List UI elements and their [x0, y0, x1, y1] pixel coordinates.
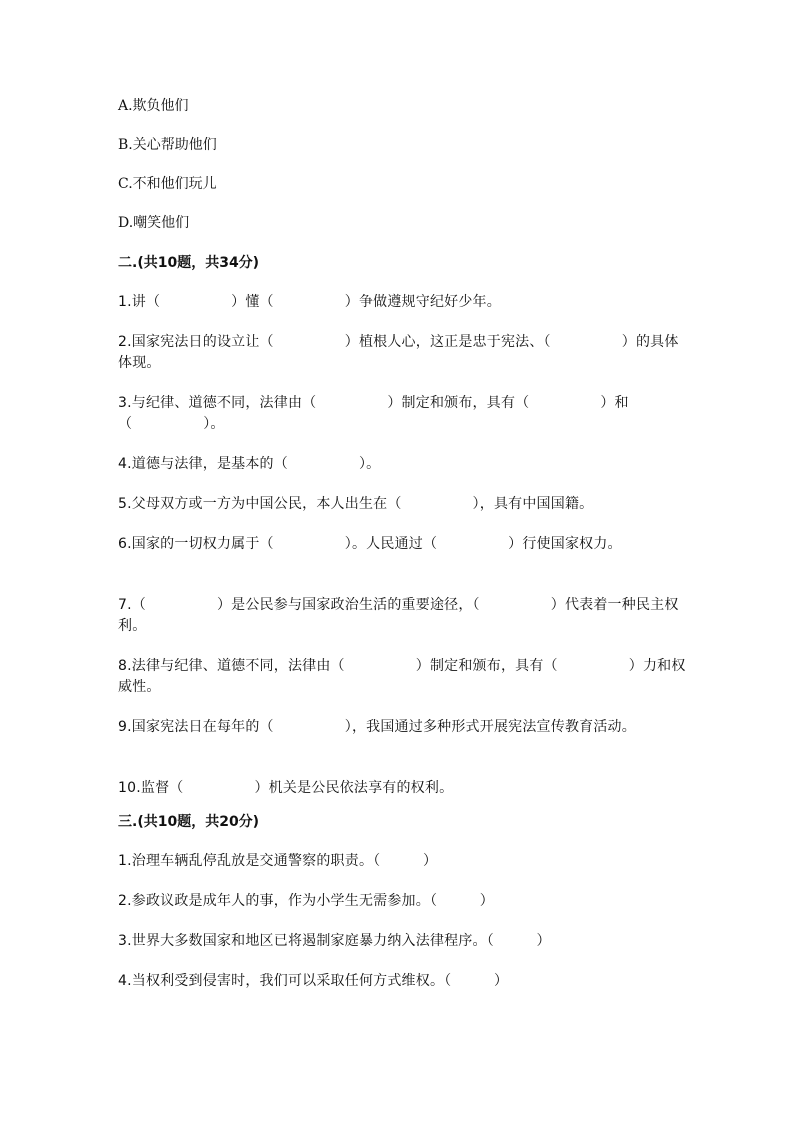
option-c: C.不和他们玩儿: [118, 176, 217, 192]
question-item: 10.监督（ ）机关是公民依法享有的权利。: [118, 780, 454, 796]
option-a: A.欺负他们: [118, 98, 189, 114]
question-item: 1.治理车辆乱停乱放是交通警察的职责。（ ）: [118, 853, 438, 869]
question-item: 2.参政议政是成年人的事，作为小学生无需参加。（ ）: [118, 893, 494, 909]
question-item: 7.（ ）是公民参与国家政治生活的重要途径，（ ）代表着一种民主权利。: [118, 597, 679, 634]
question-item: 6.国家的一切权力属于（ ）。人民通过（ ）行使国家权力。: [118, 536, 622, 552]
question-item: 2.国家宪法日的设立让（ ）植根人心，这正是忠于宪法、（ ）的具体体现。: [118, 334, 679, 371]
question-item: 5.父母双方或一方为中国公民，本人出生在（ ），具有中国国籍。: [118, 496, 594, 512]
answer-options: [118, 96, 688, 252]
section-true-false: [118, 812, 688, 1011]
question-item: 3.与纪律、道德不同，法律由（ ）制定和颁布，具有（ ）和（ ）。: [118, 395, 629, 432]
question-item: 3.世界大多数国家和地区已将遏制家庭暴力纳入法律程序。（ ）: [118, 933, 551, 949]
question-item: 4.道德与法律，是基本的（ ）。: [118, 456, 381, 472]
question-item: 9.国家宪法日在每年的（ ），我国通过多种形式开展宪法宣传教育活动。: [118, 719, 636, 735]
option-b: B.关心帮助他们: [118, 137, 217, 153]
question-item: 4.当权利受到侵害时，我们可以采取任何方式维权。（ ）: [118, 973, 509, 989]
section-title: 二.(共10题，共34分): [118, 255, 260, 271]
option-d: D.嘲笑他们: [118, 215, 190, 231]
section-title: 三.(共10题，共20分): [118, 814, 260, 830]
question-item: 8.法律与纪律、道德不同，法律由（ ）制定和颁布，具有（ ）力和权威性。: [118, 658, 686, 695]
section-fill-in-blank: [118, 253, 688, 818]
question-item: 1.讲（ ）懂（ ）争做遵规守纪好少年。: [118, 294, 501, 310]
